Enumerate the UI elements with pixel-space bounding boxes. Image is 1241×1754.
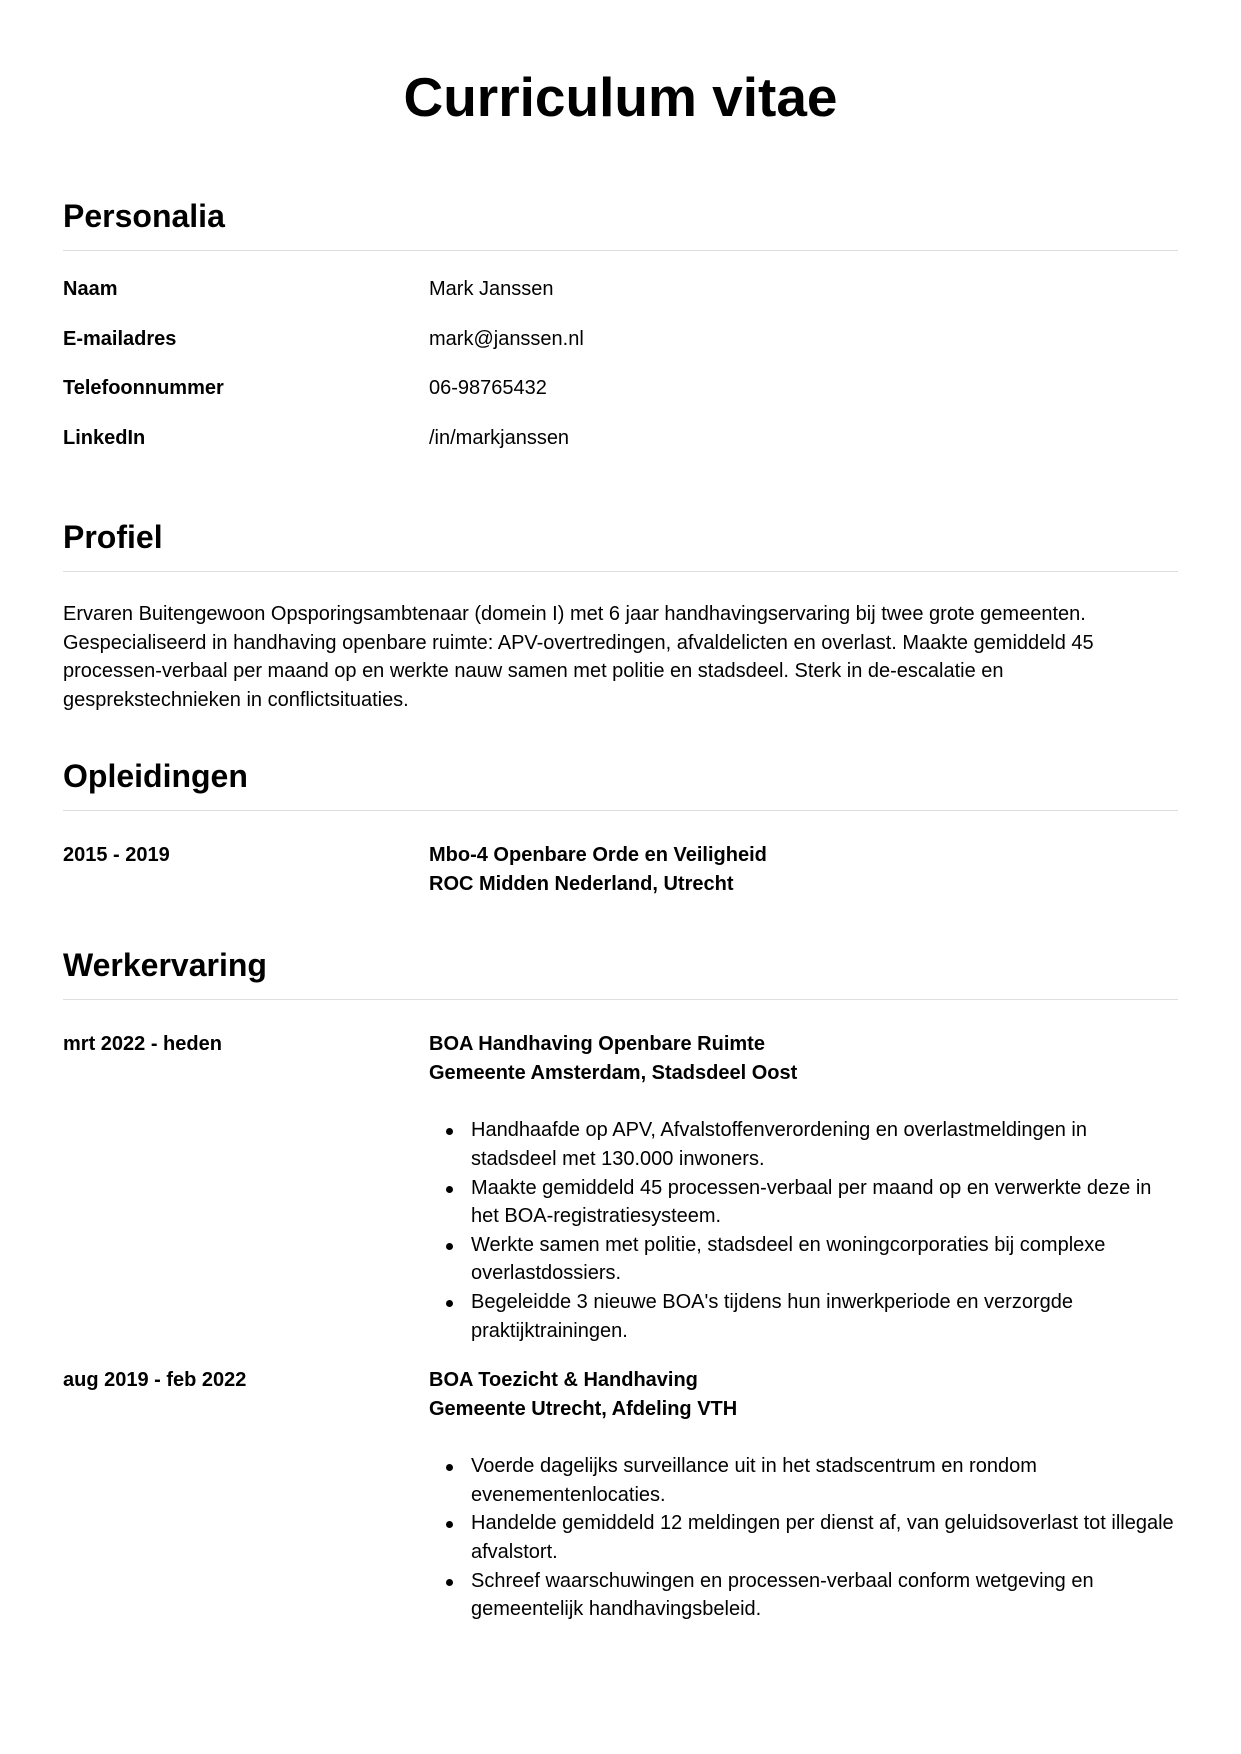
- work-organization: Gemeente Amsterdam, Stadsdeel Oost: [429, 1062, 798, 1085]
- personalia-value: 06-98765432: [429, 377, 547, 399]
- education-details: [429, 841, 1178, 899]
- work-bullet: [429, 1452, 1178, 1509]
- work-bullet-text: Voerde dagelijks surveillance uit in het stadscentrum en rondom evenementenlocaties.: [471, 1455, 1037, 1506]
- work-bullet: [429, 1174, 1178, 1231]
- work-role: BOA Toezicht & Handhaving: [429, 1369, 698, 1392]
- work-bullet: [429, 1116, 1178, 1173]
- bullet-icon: [446, 1186, 453, 1193]
- section-heading-werkervaring: Werkervaring: [63, 945, 1178, 1000]
- personalia-row-telefoon: [63, 376, 1178, 426]
- bullet-icon: [446, 1579, 453, 1586]
- work-period: mrt 2022 - heden: [63, 1033, 222, 1056]
- work-bullet-text: Werkte samen met politie, stadsdeel en woningcorporaties bij complexe overlastdossiers.: [471, 1233, 1106, 1285]
- document-title: Curriculum vitae: [403, 66, 838, 128]
- personalia-label: LinkedIn: [63, 426, 146, 449]
- work-bullet-text: Handhaafde op APV, Afvalstoffenverordening en overlastmeldingen in stadsdeel met 130.000 inwoners.: [471, 1119, 1087, 1170]
- work-bullet: [429, 1567, 1178, 1624]
- personalia-label: E-mailadres: [63, 327, 177, 350]
- section-profiel: [63, 517, 1178, 714]
- work-details: [429, 1030, 1178, 1345]
- work-entry: [63, 1030, 1178, 1345]
- section-opleidingen: [63, 756, 1178, 899]
- section-heading-opleidingen: Opleidingen: [63, 756, 1178, 811]
- bullet-icon: [446, 1243, 453, 1250]
- work-bullet: [429, 1509, 1178, 1566]
- work-role: BOA Handhaving Openbare Ruimte: [429, 1033, 765, 1056]
- education-entry: [63, 841, 1178, 899]
- education-title: Mbo-4 Openbare Orde en Veiligheid: [429, 844, 767, 867]
- section-werkervaring: [63, 945, 1178, 1623]
- bullet-icon: [446, 1300, 453, 1307]
- work-bullet-text: Schreef waarschuwingen en processen-verbaal conform wetgeving en gemeentelijk handhavingsbeleid.: [471, 1569, 1094, 1621]
- bullet-icon: [446, 1128, 453, 1135]
- personalia-row-email: [63, 327, 1178, 377]
- work-entry: [63, 1366, 1178, 1624]
- work-bullet-text: Begeleidde 3 nieuwe BOA's tijdens hun inwerkperiode en verzorgde praktijktrainingen.: [471, 1290, 1073, 1342]
- work-bullet: [429, 1288, 1178, 1345]
- profile-text: Ervaren Buitengewoon Opsporingsambtenaar (domein I) met 6 jaar handhavingservaring bij twee grote gemeenten. Gespecialiseerd in handhaving openbare ruimte: APV-overtredingen, afvaldelicten en overlast. Maakte gemiddeld 45 processen-verbaal per maand op en werkte nauw samen met politie en stadsdeel. Sterk in de-escalatie en gesprekstechnieken in conflictsituaties.: [63, 603, 1094, 711]
- bullet-icon: [446, 1521, 453, 1528]
- work-bullet-text: Handelde gemiddeld 12 meldingen per dienst af, van geluidsoverlast tot illegale afvalstort.: [471, 1512, 1174, 1563]
- personalia-label: Telefoonnummer: [63, 377, 224, 399]
- work-period: aug 2019 - feb 2022: [63, 1369, 247, 1392]
- section-personalia: [63, 196, 1178, 475]
- work-bullet-text: Maakte gemiddeld 45 processen-verbaal per maand op en verwerkte deze in het BOA-registratiesysteem.: [471, 1176, 1152, 1228]
- work-bullet-list: [429, 1452, 1178, 1624]
- personalia-label: Naam: [63, 278, 118, 300]
- personalia-value: Mark Janssen: [429, 278, 554, 300]
- personalia-value: mark@janssen.nl: [429, 327, 584, 350]
- education-institution: ROC Midden Nederland, Utrecht: [429, 873, 734, 896]
- section-heading-profiel: Profiel: [63, 517, 1178, 572]
- work-organization: Gemeente Utrecht, Afdeling VTH: [429, 1398, 738, 1421]
- personalia-value: /in/markjanssen: [429, 426, 570, 449]
- personalia-table: [63, 277, 1178, 475]
- work-bullet: [429, 1231, 1178, 1288]
- work-details: [429, 1366, 1178, 1624]
- personalia-row-naam: [63, 277, 1178, 327]
- bullet-icon: [446, 1464, 453, 1471]
- work-bullet-list: [429, 1116, 1178, 1345]
- education-period: 2015 - 2019: [63, 844, 170, 867]
- section-heading-personalia: Personalia: [63, 196, 1178, 251]
- personalia-row-linkedin: [63, 426, 1178, 476]
